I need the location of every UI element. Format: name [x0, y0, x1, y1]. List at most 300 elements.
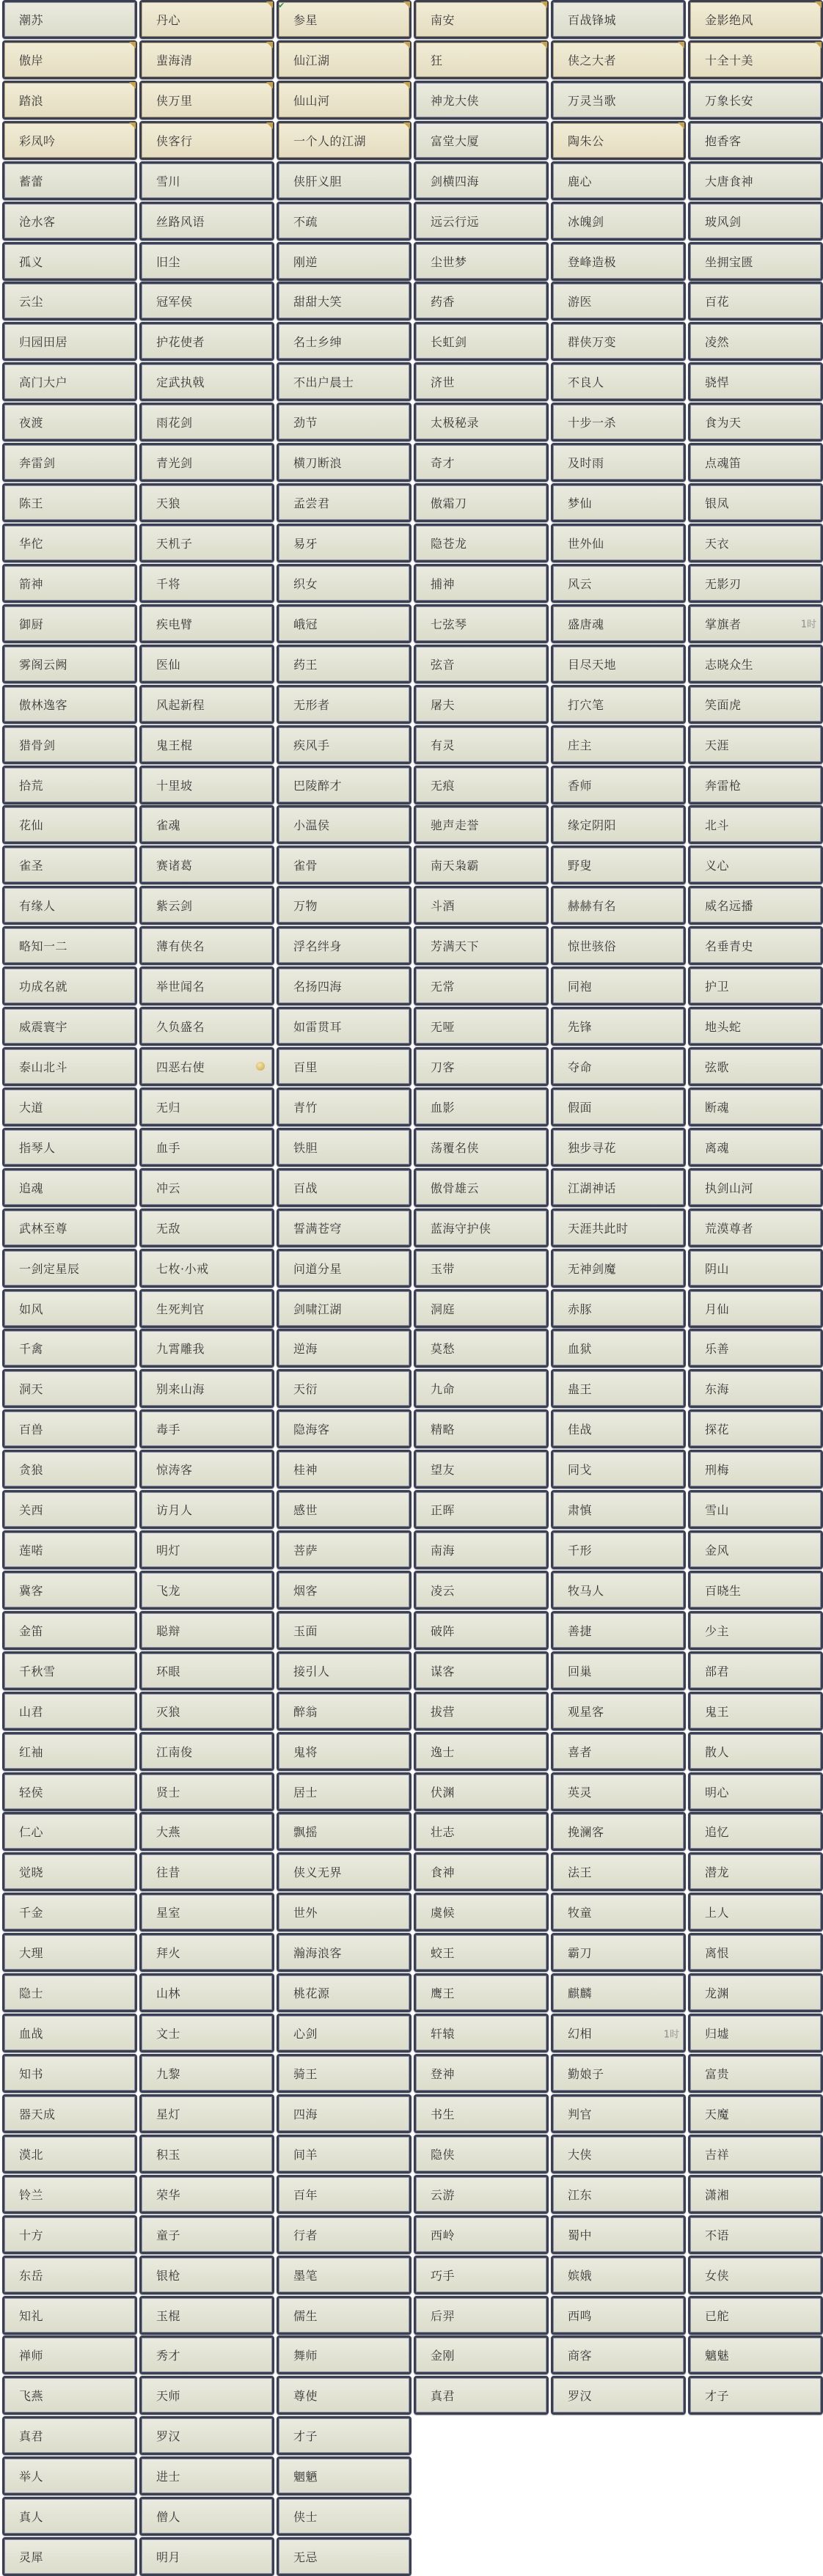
title-tile[interactable] [277, 443, 412, 482]
title-tile[interactable] [139, 1893, 274, 1931]
title-tile[interactable] [139, 1289, 274, 1328]
title-tile[interactable] [414, 1852, 549, 1891]
title-tile[interactable] [277, 845, 412, 884]
title-tile[interactable] [551, 81, 686, 120]
title-tile[interactable] [688, 2376, 823, 2415]
title-tile[interactable] [2, 1490, 137, 1529]
title-tile[interactable] [139, 1087, 274, 1126]
title-tile[interactable] [2, 2094, 137, 2133]
title-tile[interactable] [2, 1571, 137, 1610]
title-tile[interactable] [277, 2296, 412, 2335]
title-tile[interactable] [414, 282, 549, 320]
title-tile[interactable] [139, 2456, 274, 2495]
title-tile[interactable] [551, 121, 686, 160]
title-tile[interactable] [2, 1611, 137, 1650]
title-tile[interactable] [2, 2256, 137, 2294]
title-tile[interactable] [551, 2094, 686, 2133]
title-tile[interactable] [139, 202, 274, 241]
title-tile[interactable] [414, 2215, 549, 2254]
title-tile[interactable] [2, 926, 137, 965]
title-tile[interactable] [551, 2335, 686, 2374]
title-tile[interactable] [277, 1168, 412, 1207]
title-tile[interactable] [414, 1893, 549, 1931]
title-tile[interactable] [414, 645, 549, 683]
title-tile[interactable] [277, 564, 412, 603]
title-tile[interactable] [2, 1128, 137, 1167]
title-tile[interactable] [551, 2014, 686, 2052]
title-tile[interactable] [688, 2175, 823, 2214]
title-tile[interactable] [277, 1530, 412, 1569]
title-tile[interactable] [551, 1047, 686, 1086]
title-tile[interactable] [2, 121, 137, 160]
title-tile[interactable] [688, 845, 823, 884]
title-tile[interactable] [551, 1973, 686, 2012]
title-tile[interactable] [277, 1128, 412, 1167]
title-tile[interactable] [688, 926, 823, 965]
title-tile[interactable] [688, 1369, 823, 1408]
title-tile[interactable] [688, 2296, 823, 2335]
title-tile[interactable] [139, 1450, 274, 1489]
title-tile[interactable] [551, 966, 686, 1005]
title-tile[interactable] [688, 1973, 823, 2012]
title-tile[interactable] [2, 2376, 137, 2415]
title-tile[interactable] [139, 1007, 274, 1046]
title-tile[interactable] [277, 685, 412, 724]
title-tile[interactable] [2, 2175, 137, 2214]
title-tile[interactable] [2, 2014, 137, 2052]
title-tile[interactable] [139, 2215, 274, 2254]
title-tile[interactable] [414, 1208, 549, 1247]
title-tile[interactable] [414, 322, 549, 361]
title-tile[interactable] [277, 2376, 412, 2415]
title-tile[interactable] [688, 1409, 823, 1448]
title-tile[interactable] [139, 443, 274, 482]
title-tile[interactable] [688, 282, 823, 320]
title-tile[interactable] [551, 1490, 686, 1529]
title-tile[interactable] [2, 443, 137, 482]
title-tile[interactable] [688, 1611, 823, 1650]
title-tile[interactable] [551, 725, 686, 764]
title-tile[interactable] [139, 805, 274, 844]
title-tile[interactable] [688, 805, 823, 844]
title-tile[interactable] [414, 1973, 549, 2012]
title-tile[interactable] [414, 0, 549, 39]
title-tile[interactable] [139, 121, 274, 160]
title-tile[interactable] [414, 1571, 549, 1610]
title-tile[interactable] [2, 1289, 137, 1328]
title-tile[interactable] [139, 1329, 274, 1368]
title-tile[interactable] [2, 1168, 137, 1207]
title-tile[interactable] [414, 1128, 549, 1167]
title-tile[interactable] [551, 1208, 686, 1247]
title-tile[interactable] [139, 1692, 274, 1731]
title-tile[interactable] [2, 1852, 137, 1891]
title-tile[interactable] [551, 242, 686, 281]
title-tile[interactable] [139, 81, 274, 120]
title-tile[interactable] [277, 242, 412, 281]
title-tile[interactable] [688, 1450, 823, 1489]
title-tile[interactable] [688, 966, 823, 1005]
title-tile[interactable] [139, 242, 274, 281]
title-tile[interactable] [277, 1450, 412, 1489]
title-tile[interactable] [2, 766, 137, 804]
title-tile[interactable] [277, 1973, 412, 2012]
title-tile[interactable] [551, 1450, 686, 1489]
title-tile[interactable] [139, 966, 274, 1005]
title-tile[interactable] [139, 604, 274, 643]
title-tile[interactable] [2, 322, 137, 361]
title-tile[interactable] [688, 1168, 823, 1207]
title-tile[interactable] [551, 1893, 686, 1931]
title-tile[interactable] [277, 2335, 412, 2374]
title-tile[interactable] [414, 725, 549, 764]
title-tile[interactable] [277, 2497, 412, 2536]
title-tile[interactable] [139, 645, 274, 683]
title-tile[interactable] [688, 524, 823, 562]
title-tile[interactable] [414, 1087, 549, 1126]
title-tile[interactable] [277, 202, 412, 241]
title-tile[interactable] [139, 685, 274, 724]
title-tile[interactable] [414, 1692, 549, 1731]
title-tile[interactable] [688, 403, 823, 441]
title-tile[interactable] [688, 564, 823, 603]
title-tile[interactable] [551, 443, 686, 482]
title-tile[interactable] [139, 725, 274, 764]
title-tile[interactable] [414, 2054, 549, 2093]
title-tile[interactable] [139, 1973, 274, 2012]
title-tile[interactable] [139, 2537, 274, 2576]
title-tile[interactable] [414, 1530, 549, 1569]
title-tile[interactable] [551, 1692, 686, 1731]
title-tile[interactable] [277, 2175, 412, 2214]
title-tile[interactable] [2, 1369, 137, 1408]
title-tile[interactable] [277, 926, 412, 965]
title-tile[interactable] [277, 1289, 412, 1328]
title-tile[interactable] [688, 725, 823, 764]
title-tile[interactable] [277, 1732, 412, 1771]
title-tile[interactable] [2, 242, 137, 281]
title-tile[interactable] [688, 2335, 823, 2374]
title-tile[interactable] [2, 685, 137, 724]
title-tile[interactable] [2, 161, 137, 200]
title-tile[interactable] [2, 2456, 137, 2495]
title-tile[interactable] [551, 202, 686, 241]
title-tile[interactable] [414, 1007, 549, 1046]
title-tile[interactable] [139, 1530, 274, 1569]
title-tile[interactable] [688, 202, 823, 241]
title-tile[interactable] [277, 1007, 412, 1046]
title-tile[interactable] [414, 2376, 549, 2415]
title-tile[interactable] [277, 2054, 412, 2093]
title-tile[interactable] [414, 926, 549, 965]
title-tile[interactable] [688, 2215, 823, 2254]
title-tile[interactable] [688, 2135, 823, 2173]
title-tile[interactable] [277, 1611, 412, 1650]
title-tile[interactable] [2, 1530, 137, 1569]
title-tile[interactable] [551, 2256, 686, 2294]
title-tile[interactable] [139, 1168, 274, 1207]
title-tile[interactable] [139, 362, 274, 401]
title-tile[interactable] [139, 2135, 274, 2173]
title-tile[interactable] [277, 40, 412, 79]
title-tile[interactable] [688, 1571, 823, 1610]
title-tile[interactable] [139, 322, 274, 361]
title-tile[interactable] [277, 483, 412, 522]
title-tile[interactable] [139, 1047, 274, 1086]
title-tile[interactable] [139, 40, 274, 79]
title-tile[interactable] [688, 1007, 823, 1046]
title-tile[interactable] [2, 2335, 137, 2374]
title-tile[interactable] [688, 1329, 823, 1368]
title-tile[interactable] [414, 81, 549, 120]
title-tile[interactable] [688, 483, 823, 522]
title-tile[interactable] [2, 1732, 137, 1771]
title-tile[interactable] [414, 40, 549, 79]
title-tile[interactable] [414, 403, 549, 441]
title-tile[interactable] [277, 1692, 412, 1731]
title-tile[interactable] [2, 1893, 137, 1931]
title-tile[interactable] [688, 1651, 823, 1690]
title-tile[interactable] [139, 1249, 274, 1288]
title-tile[interactable] [414, 1329, 549, 1368]
title-tile[interactable] [139, 1732, 274, 1771]
title-tile[interactable] [688, 1933, 823, 1972]
title-tile[interactable] [2, 1047, 137, 1086]
title-tile[interactable] [2, 2135, 137, 2173]
title-tile[interactable] [2, 2537, 137, 2576]
title-tile[interactable] [2, 2296, 137, 2335]
title-tile[interactable] [2, 966, 137, 1005]
title-tile[interactable] [414, 1369, 549, 1408]
title-tile[interactable] [277, 1490, 412, 1529]
title-tile[interactable] [688, 0, 823, 39]
title-tile[interactable] [551, 1772, 686, 1811]
title-tile[interactable] [688, 1289, 823, 1328]
title-tile[interactable] [688, 362, 823, 401]
title-tile[interactable] [139, 1128, 274, 1167]
title-tile[interactable] [414, 1933, 549, 1972]
title-tile[interactable] [688, 2256, 823, 2294]
title-tile[interactable] [551, 1128, 686, 1167]
title-tile[interactable] [688, 322, 823, 361]
title-tile[interactable] [2, 40, 137, 79]
title-tile[interactable] [688, 766, 823, 804]
title-tile[interactable] [688, 2094, 823, 2133]
title-tile[interactable] [551, 322, 686, 361]
title-tile[interactable] [277, 805, 412, 844]
title-tile[interactable] [551, 1249, 686, 1288]
title-tile[interactable] [139, 1933, 274, 1972]
title-tile[interactable] [414, 1168, 549, 1207]
title-tile[interactable] [688, 1047, 823, 1086]
title-tile[interactable] [414, 524, 549, 562]
title-tile[interactable] [2, 1772, 137, 1811]
title-tile[interactable] [2, 1651, 137, 1690]
title-tile[interactable] [139, 2376, 274, 2415]
title-tile[interactable] [414, 564, 549, 603]
title-tile[interactable] [2, 725, 137, 764]
title-tile[interactable] [139, 483, 274, 522]
title-tile[interactable] [139, 1852, 274, 1891]
title-tile[interactable] [2, 1933, 137, 1972]
title-tile[interactable] [2, 282, 137, 320]
title-tile[interactable] [139, 1611, 274, 1650]
title-tile[interactable] [2, 645, 137, 683]
title-tile[interactable] [2, 483, 137, 522]
title-tile[interactable] [414, 1772, 549, 1811]
title-tile[interactable] [277, 1772, 412, 1811]
title-tile[interactable] [139, 564, 274, 603]
title-tile[interactable] [688, 886, 823, 925]
title-tile[interactable] [277, 725, 412, 764]
title-tile[interactable] [414, 1450, 549, 1489]
title-tile[interactable] [414, 966, 549, 1005]
title-tile[interactable] [551, 1732, 686, 1771]
title-tile[interactable] [551, 1812, 686, 1851]
title-tile[interactable] [139, 403, 274, 441]
title-tile[interactable] [277, 2456, 412, 2495]
title-tile[interactable] [688, 685, 823, 724]
title-tile[interactable] [551, 1007, 686, 1046]
title-tile[interactable] [139, 2416, 274, 2455]
title-tile[interactable] [688, 604, 823, 643]
title-tile[interactable] [139, 845, 274, 884]
title-tile[interactable] [277, 1651, 412, 1690]
title-tile[interactable] [688, 1772, 823, 1811]
title-tile[interactable] [2, 1692, 137, 1731]
title-tile[interactable] [551, 1611, 686, 1650]
title-tile[interactable] [2, 2416, 137, 2455]
title-tile[interactable] [551, 1087, 686, 1126]
title-tile[interactable] [2, 1087, 137, 1126]
title-tile[interactable] [139, 766, 274, 804]
title-tile[interactable] [551, 2376, 686, 2415]
title-tile[interactable] [139, 161, 274, 200]
title-tile[interactable] [277, 524, 412, 562]
title-tile[interactable] [551, 1852, 686, 1891]
title-tile[interactable] [551, 805, 686, 844]
title-tile[interactable] [551, 766, 686, 804]
title-tile[interactable] [551, 1409, 686, 1448]
title-tile[interactable] [414, 1812, 549, 1851]
title-tile[interactable] [551, 645, 686, 683]
title-tile[interactable] [139, 1369, 274, 1408]
title-tile[interactable] [551, 845, 686, 884]
title-tile[interactable] [551, 2175, 686, 2214]
title-tile[interactable] [277, 2135, 412, 2173]
title-tile[interactable] [139, 1409, 274, 1448]
title-tile[interactable] [277, 2215, 412, 2254]
title-tile[interactable] [139, 524, 274, 562]
title-tile[interactable] [688, 1732, 823, 1771]
title-tile[interactable] [688, 2054, 823, 2093]
title-tile[interactable] [277, 1249, 412, 1288]
title-tile[interactable] [2, 1249, 137, 1288]
title-tile[interactable] [2, 2497, 137, 2536]
title-tile[interactable] [139, 2296, 274, 2335]
title-tile[interactable] [277, 645, 412, 683]
title-tile[interactable] [688, 121, 823, 160]
title-tile[interactable] [2, 81, 137, 120]
title-tile[interactable] [414, 483, 549, 522]
title-tile[interactable] [688, 1087, 823, 1126]
title-tile[interactable] [277, 766, 412, 804]
title-tile[interactable] [414, 1611, 549, 1650]
title-tile[interactable] [414, 845, 549, 884]
title-tile[interactable] [277, 1329, 412, 1368]
title-tile[interactable] [688, 443, 823, 482]
title-tile[interactable] [2, 805, 137, 844]
title-tile[interactable] [2, 202, 137, 241]
title-tile[interactable] [414, 121, 549, 160]
title-tile[interactable] [277, 282, 412, 320]
title-tile[interactable] [277, 81, 412, 120]
title-tile[interactable] [688, 1128, 823, 1167]
title-tile[interactable] [277, 161, 412, 200]
title-tile[interactable] [277, 322, 412, 361]
title-tile[interactable] [688, 1249, 823, 1288]
title-tile[interactable] [277, 966, 412, 1005]
title-tile[interactable] [414, 242, 549, 281]
title-tile[interactable] [277, 1852, 412, 1891]
title-tile[interactable] [551, 1571, 686, 1610]
title-tile[interactable] [688, 1208, 823, 1247]
title-tile[interactable] [2, 524, 137, 562]
title-tile[interactable] [139, 2054, 274, 2093]
title-tile[interactable] [414, 362, 549, 401]
title-tile[interactable] [414, 805, 549, 844]
title-tile[interactable] [414, 202, 549, 241]
title-tile[interactable] [414, 2094, 549, 2133]
title-tile[interactable] [2, 1007, 137, 1046]
title-tile[interactable] [414, 685, 549, 724]
title-tile[interactable] [551, 1329, 686, 1368]
title-tile[interactable] [551, 0, 686, 39]
title-tile[interactable] [551, 886, 686, 925]
title-tile[interactable] [277, 362, 412, 401]
title-tile[interactable] [551, 1369, 686, 1408]
title-tile[interactable] [414, 2014, 549, 2052]
title-tile[interactable] [414, 1651, 549, 1690]
title-tile[interactable] [2, 362, 137, 401]
title-tile[interactable] [551, 1933, 686, 1972]
title-tile[interactable] [139, 1571, 274, 1610]
title-tile[interactable] [277, 2416, 412, 2455]
title-tile[interactable] [688, 242, 823, 281]
title-tile[interactable] [277, 886, 412, 925]
title-tile[interactable] [688, 40, 823, 79]
title-tile[interactable] [414, 1732, 549, 1771]
title-tile[interactable] [277, 1893, 412, 1931]
title-tile[interactable] [277, 2537, 412, 2576]
title-tile[interactable] [414, 604, 549, 643]
title-tile[interactable] [688, 2014, 823, 2052]
title-tile[interactable] [277, 604, 412, 643]
title-tile[interactable] [277, 1208, 412, 1247]
title-tile[interactable] [414, 766, 549, 804]
title-tile[interactable] [139, 1208, 274, 1247]
title-tile[interactable] [139, 2497, 274, 2536]
title-tile[interactable] [2, 1208, 137, 1247]
title-tile[interactable] [277, 2256, 412, 2294]
title-tile[interactable] [139, 1812, 274, 1851]
title-tile[interactable] [414, 1289, 549, 1328]
title-tile[interactable] [277, 403, 412, 441]
title-tile[interactable] [139, 0, 274, 39]
title-tile[interactable] [414, 2175, 549, 2214]
title-tile[interactable] [688, 1852, 823, 1891]
title-tile[interactable] [551, 1530, 686, 1569]
